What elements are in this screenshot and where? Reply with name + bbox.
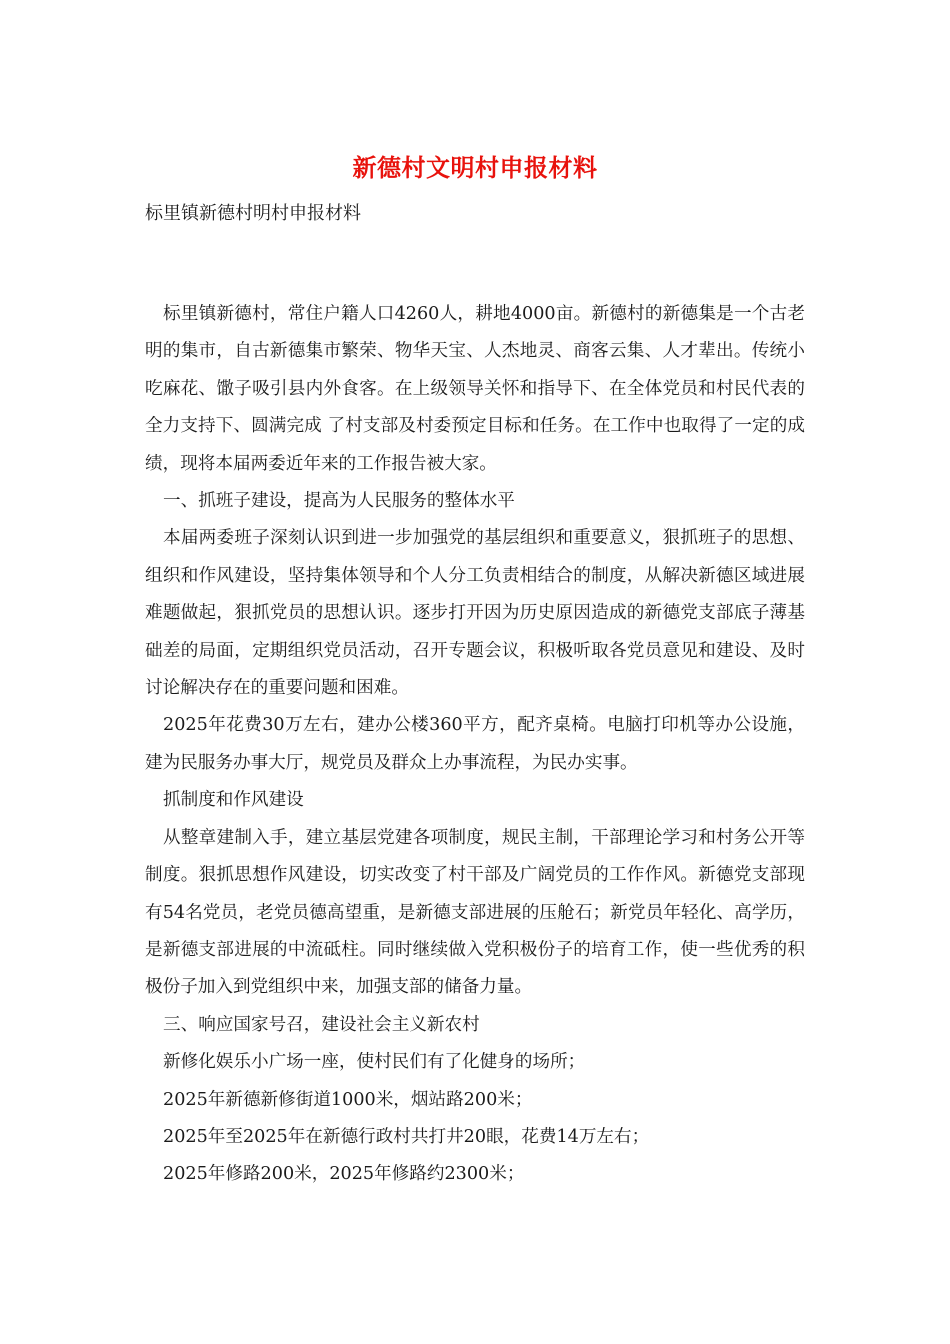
list-item: 2025年至2025年在新德行政村共打井20眼，花费14万左右； <box>163 1126 650 1147</box>
office-building-paragraph: 2025年花费30万左右，建办公楼360平方，配齐桌椅。电脑打印机等办公设施，建为民服务办事大厅，规党员及群众上办事流程，为民办实事。 <box>145 715 805 773</box>
section-1-paragraph: 本届两委班子深刻认识到进一步加强党的基层组织和重要意义，狠抓班子的思想、组织和作风建设，坚持集体领导和个人分工负责相结合的制度，从解决新德区域进展难题做起，狠抓党员的思想认识。逐步打开因为历史原因造成的新德党支部底子薄基础差的局面，定期组织党员活动，召开专题会议，积极听取各党员意见和建设、及时讨论解决存在的重要问题和困难。 <box>145 528 805 699</box>
section-2-paragraph: 从整章建制入手，建立基层党建各项制度，规民主制，干部理论学习和村务公开等制度。狠抓思想作风建设，切实改变了村干部及广阔党员的工作作风。新德党支部现有54名党员，老党员德高望重，是新德支部进展的压舱石；新党员年轻化、高学历，是新德支部进展的中流砥柱。同时继续做入党积极份子的培育工作，使一些优秀的积极份子加入到党组织中来，加强支部的储备力量。 <box>145 827 805 998</box>
document-title: 新德村文明村申报材料 <box>352 153 598 182</box>
section-heading-2: 抓制度和作风建设 <box>163 790 304 811</box>
list-item: 新修化娱乐小广场一座，使村民们有了化健身的场所； <box>163 1052 586 1073</box>
section-heading-3: 三、响应国家号召，建设社会主义新农村 <box>163 1014 480 1035</box>
list-item: 2025年修路200米，2025年修路约2300米； <box>163 1164 525 1185</box>
document-subtitle: 标里镇新德村明村申报材料 <box>145 203 361 224</box>
intro-paragraph: 标里镇新德村，常住户籍人口4260人，耕地4000亩。新德村的新德集是一个古老明的集市，自古新德集市繁荣、物华天宝、人杰地灵、商客云集、人才辈出。传统小吃麻花、馓子吸引县内外食客。在上级领导关怀和指导下、在全体党员和村民代表的全力支持下、圆满完成 了村支部及村委预定目标和任务。在工作中也取得了一定的成绩，现将本届两委近年来的工作报告被大家。 <box>145 304 805 474</box>
list-item: 2025年新德新修街道1000米，烟站路200米； <box>163 1089 533 1110</box>
document-body <box>145 296 805 1194</box>
section-heading-1: 一、抓班子建设，提高为人民服务的整体水平 <box>163 491 515 512</box>
